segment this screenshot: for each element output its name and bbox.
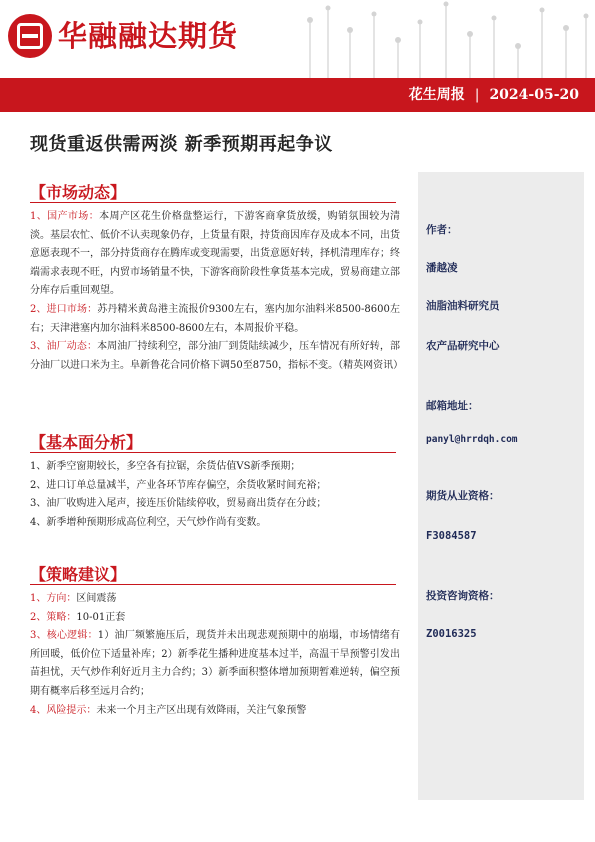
- strategy-item: 2、策略：10-01正套: [30, 611, 126, 623]
- email-link[interactable]: panyl@hrrdqh.com: [426, 434, 518, 445]
- market-item: 3、油厂动态：本周油厂持续利空，部分油厂到货陆续减少，压车情况有所好转，部分油厂以进口米为主。阜新鲁花合同价格下调50至8750，指标不变。（精英网资讯）: [30, 341, 404, 371]
- market-item: 1、国产市场：本周产区花生价格盘整运行，下游客商拿货放缓，购销氛围较为清淡。基层农忙、低价不认卖现象仍存，上货量有限，持货商因库存及成本不同，出货意愿表现不一，部分持货商存在腾库或变现需要，出货意愿好转，择机清理库存；终端需求表现不旺，内贸市场销量不快，下游客商阶段性拿货基本完成，贸易商建立部分库存后重回观望。: [30, 211, 400, 297]
- section-divider: [30, 452, 396, 453]
- market-content: [30, 208, 404, 375]
- fundamental-content: [30, 458, 400, 532]
- author-center: 农产品研究中心: [426, 340, 500, 352]
- author-name: 潘越凌: [426, 262, 458, 274]
- strategy-item: 1、方向：区间震荡: [30, 593, 117, 604]
- page-title: 现货重返供需两淡 新季预期再起争议: [30, 134, 333, 155]
- company-logo-icon: [8, 14, 52, 58]
- strategy-item: 3、核心逻辑：1）油厂频繁施压后，现货并未出现悲观预期中的崩塌，市场情绪有所回暖，低价位下适量补库；2）新季花生播种进度基本过半，高温干旱预警引发出苗担忧，天气炒作利好近月主力合约；3）新季面积整体增加预期暂难逆转，偏空预期有概率后移至远月合约；: [30, 630, 400, 697]
- fundamental-item: 2、进口订单总量减半，产业各环节库存偏空，余货收紧时间充裕；: [30, 479, 327, 491]
- fundamental-item: 3、油厂收购进入尾声，接连压价陆续停收，贸易商出货存在分歧；: [30, 498, 327, 510]
- consult-number: Z0016325: [426, 628, 477, 640]
- section-divider: [30, 202, 396, 203]
- qualification-label: 期货从业资格：: [426, 490, 500, 502]
- qualification-number: F3084587: [426, 530, 477, 542]
- consult-label: 投资咨询资格：: [426, 590, 500, 602]
- banner-separator: |: [474, 87, 480, 103]
- author-label: 作者：: [426, 224, 458, 236]
- strategy-item: 4、风险提示：未来一个月主产区出现有效降雨，关注气象预警: [30, 704, 307, 716]
- strategy-content: [30, 590, 400, 720]
- market-item: 2、进口市场：苏丹精米黄岛港主流报价9300左右，塞内加尔油料米8500-8600左右；天津港塞内加尔油料米8500-8600左右，本周报价平稳。: [30, 303, 400, 334]
- section-divider: [30, 584, 396, 585]
- fundamental-item: 1、新季空窗期较长，多空各有拉锯，余货估值VS新季预期；: [30, 461, 301, 472]
- section-heading-market: 【市场动态】: [30, 183, 127, 202]
- email-label: 邮箱地址：: [426, 400, 479, 412]
- section-heading-fundamental: 【基本面分析】: [30, 433, 143, 452]
- header-decoration: [270, 0, 595, 78]
- report-type: 花生周报: [408, 87, 465, 103]
- fundamental-item: 4、新季增种预期形成高位利空，天气炒作尚有变数。: [30, 516, 267, 528]
- company-name: 华融融达期货: [58, 19, 239, 53]
- section-heading-strategy: 【策略建议】: [30, 565, 127, 584]
- page-header: [0, 0, 595, 78]
- author-sidebar: [418, 172, 584, 800]
- report-banner: [0, 78, 595, 112]
- report-date: 2024-05-20: [489, 87, 579, 103]
- author-institute: 油脂油料研究员: [426, 300, 500, 312]
